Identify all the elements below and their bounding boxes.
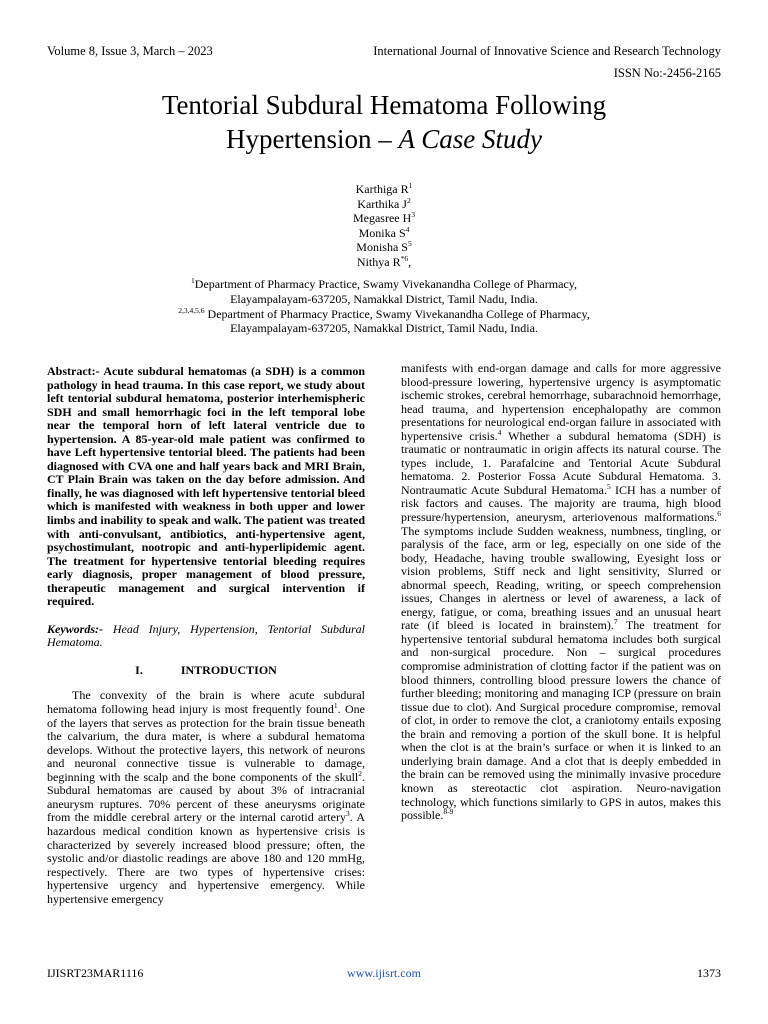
page-number: 1373 — [697, 966, 721, 980]
citation-mark: 5 — [606, 481, 611, 491]
affiliation-2-line-1 — [60, 307, 708, 322]
affiliations — [60, 277, 708, 336]
section-number: I. — [135, 662, 143, 677]
intro-text: . A hazardous medical condition known as hypertensive crisis is characterized by severely increased blood pressure; often, the systolic and/or diastolic readings are above 180 and 120 mmHg, respectively. There are two types of hypertensive crises: hypertensive urgency and hypertensive emergency. While hypertensive emergency — [47, 810, 365, 906]
body-text: Whether a subdural hematoma (SDH) is traumatic or nontraumatic in origin affects its natural course. The types include, 1. Parafalcine and Tentorial Acute Subdural hematoma. 2. Posterior Fossa Acute Subdural Hematoma. 3. Nontraumatic Acute Subdural Hematoma. — [401, 428, 721, 497]
body-text: ICH has a number of risk factors and causes. The majority are trauma, high blood pressure/hypertension, aneurysm, arteriovenous malformations. — [401, 482, 722, 525]
body-text: manifests with end-organ damage and calls for more aggressive blood-pressure lowering, hypertensive urgency is asymptomatic ischemic strokes, cerebral hemorrhage, subarachnoid hemorrhage, head trauma, and hypertension encephalopathy are common presentations for neurological end-organ failure in associated with hypertensive crisis. — [401, 361, 721, 443]
author-affiliation-mark: 4 — [405, 224, 410, 234]
intro-text: . Subdural hematomas are caused by about 3% of intracranial aneurysm ruptures. 70% percent of these aneurysms originate from the middle cerebral artery or the internal carotid artery — [47, 769, 365, 825]
issn-label: ISSN No:-2456-2165 — [613, 66, 721, 80]
right-column — [401, 362, 721, 823]
intro-text: The convexity of the brain is where acute subdural hematoma following head injury is most frequently found — [47, 688, 365, 717]
title-line-2-plain: Hypertension – — [226, 124, 399, 154]
author-name: Karthiga R — [355, 182, 409, 196]
affiliation-2-line-2: Elayampalayam-637205, Namakkal District, Tamil Nadu, India. — [230, 321, 538, 336]
affiliation-mark: 1 — [191, 276, 195, 285]
author — [0, 182, 768, 197]
body-text: The treatment for hypertensive tentorial subdural hematoma includes both surgical and non-surgical procedure. Non – surgical procedures compromise administration of clotting factor if the patient was on blood thinners, controlling blood pressure lowers the chance of further bleeding; monitoring and managing ICP (pressure on brain tissue due to clot). And Surgical procedure compromise, removal of clot, in order to remove the clot, a craniotomy entails exposing the brain and removing a portion of the skull bone. It is helpful when the clot is at the brain’s surface or when it is linked to an underlying brain damage. And a clot that is deeply embedded in the brain can be removed using the minimally invasive procedure known as stereotactic clot aspiration. Neuro-navigation technology, which functions similarly to GPS in autos, makes this possible. — [401, 618, 721, 823]
author-list — [0, 182, 768, 270]
keywords-text: Head Injury, Hypertension, Tentorial Subdural Hematoma. — [47, 621, 365, 650]
paper-title — [60, 88, 708, 156]
title-line-2 — [60, 122, 708, 156]
author-affiliation-mark: 3 — [411, 210, 416, 220]
running-header-journal: International Journal of Innovative Science and Research Technology — [373, 44, 721, 58]
citation-mark: 8-9 — [443, 807, 454, 817]
citation-mark: 1 — [333, 701, 338, 711]
citation-mark: 4 — [497, 427, 502, 437]
body-text: The symptoms include Sudden weakness, numbness, tingling, or paralysis of the face, arm or leg, especially on one side of the body, Headache, having trouble swallowing, Eyesight loss or vision problems, Stiff neck and light sensitivity, Slurred or abnormal speech, Reading, writing, or speech comprehension issues, Changes in alertness or level of awareness, a lack of energy, fatigue, or coma, breathing issues and an unusual heart rate (if bleed is located in brainstem). — [401, 523, 721, 633]
author — [0, 197, 768, 212]
footer-website-link[interactable]: www.ijisrt.com — [347, 966, 421, 980]
keywords-label: Keywords:- — [47, 621, 103, 636]
author-name: Monika S — [358, 225, 406, 240]
affiliation-mark: 2,3,4,5,6 — [178, 305, 205, 315]
author-affiliation-mark: 1 — [408, 181, 413, 190]
keywords — [47, 623, 365, 650]
footer-paper-id: IJISRT23MAR1116 — [47, 966, 144, 980]
running-header-volume: Volume 8, Issue 3, March – 2023 — [47, 44, 213, 58]
title-line-1: Tentorial Subdural Hematoma Following — [161, 90, 607, 120]
affiliation-text: Department of Pharmacy Practice, Swamy Vivekanandha College of Pharmacy, — [194, 277, 577, 291]
intro-text: . One of the layers that serves as protection for the brain tissue beneath the calvarium, the dura mater, is where a subdural hematoma develops. Without the protective layers, this network of neurons and neuronal connective tissue is vulnerable to damage, beginning with the scalp and the bone components of the skull — [47, 702, 365, 784]
author-name: Nithya R — [356, 254, 401, 269]
introduction-paragraph — [47, 689, 365, 906]
abstract: Abstract:- Acute subdural hematomas (a SDH) is a common pathology in head trauma. In this case report, we study about left tentorial subdural hematoma, posterior interhemispheric SDH and small hemorrhagic foci in the left temporal lobe near the temporal horn of left lateral ventricle due to hypertension. A 85-year-old male patient was confirmed to have Left hypertensive tentorial bleed. The patients had been diagnosed with CVA one and half years back and MRI Brain, CT Plain Brain was taken on the day before admission. And finally, he was diagnosed with left hypertensive tentorial bleed which is manifested with weakness in both upper and lower limbs and inability to speak and walk. The patient was treated with anti-convulsant, antibiotics, anti-hypertensive agent, psychostimulant, nootropic and anti-hyperlipidemic agent. The treatment for hypertensive tentorial bleeding requires early diagnosis, proper management of blood pressure, therapeutic management and surgical intervention if required. — [47, 364, 365, 609]
left-column — [47, 365, 365, 906]
author-tail: , — [408, 254, 412, 269]
body-paragraph — [401, 362, 721, 823]
affiliation-text: Department of Pharmacy Practice, Swamy Vivekanandha College of Pharmacy, — [204, 306, 590, 321]
author — [0, 226, 768, 241]
author-affiliation-mark: 2 — [406, 195, 411, 205]
author-affiliation-mark: 5 — [407, 239, 412, 249]
section-title: INTRODUCTION — [180, 662, 277, 677]
author-name: Megasree H — [352, 211, 412, 226]
citation-mark: 7 — [613, 617, 618, 627]
author — [0, 240, 768, 255]
citation-mark: 2 — [358, 768, 362, 778]
author — [0, 211, 768, 226]
author — [0, 255, 768, 270]
citation-mark: 6 — [717, 509, 721, 519]
affiliation-1-line-2: Elayampalayam-637205, Namakkal District, Tamil Nadu, India. — [230, 291, 538, 306]
title-line-2-italic: A Case Study — [398, 124, 542, 154]
author-name: Karthika J — [357, 196, 407, 211]
author-affiliation-mark: *6 — [400, 253, 409, 263]
citation-mark: 3 — [345, 809, 350, 819]
author-name: Monisha S — [356, 240, 408, 255]
section-heading — [47, 664, 365, 678]
affiliation-1-line-1 — [60, 277, 708, 292]
